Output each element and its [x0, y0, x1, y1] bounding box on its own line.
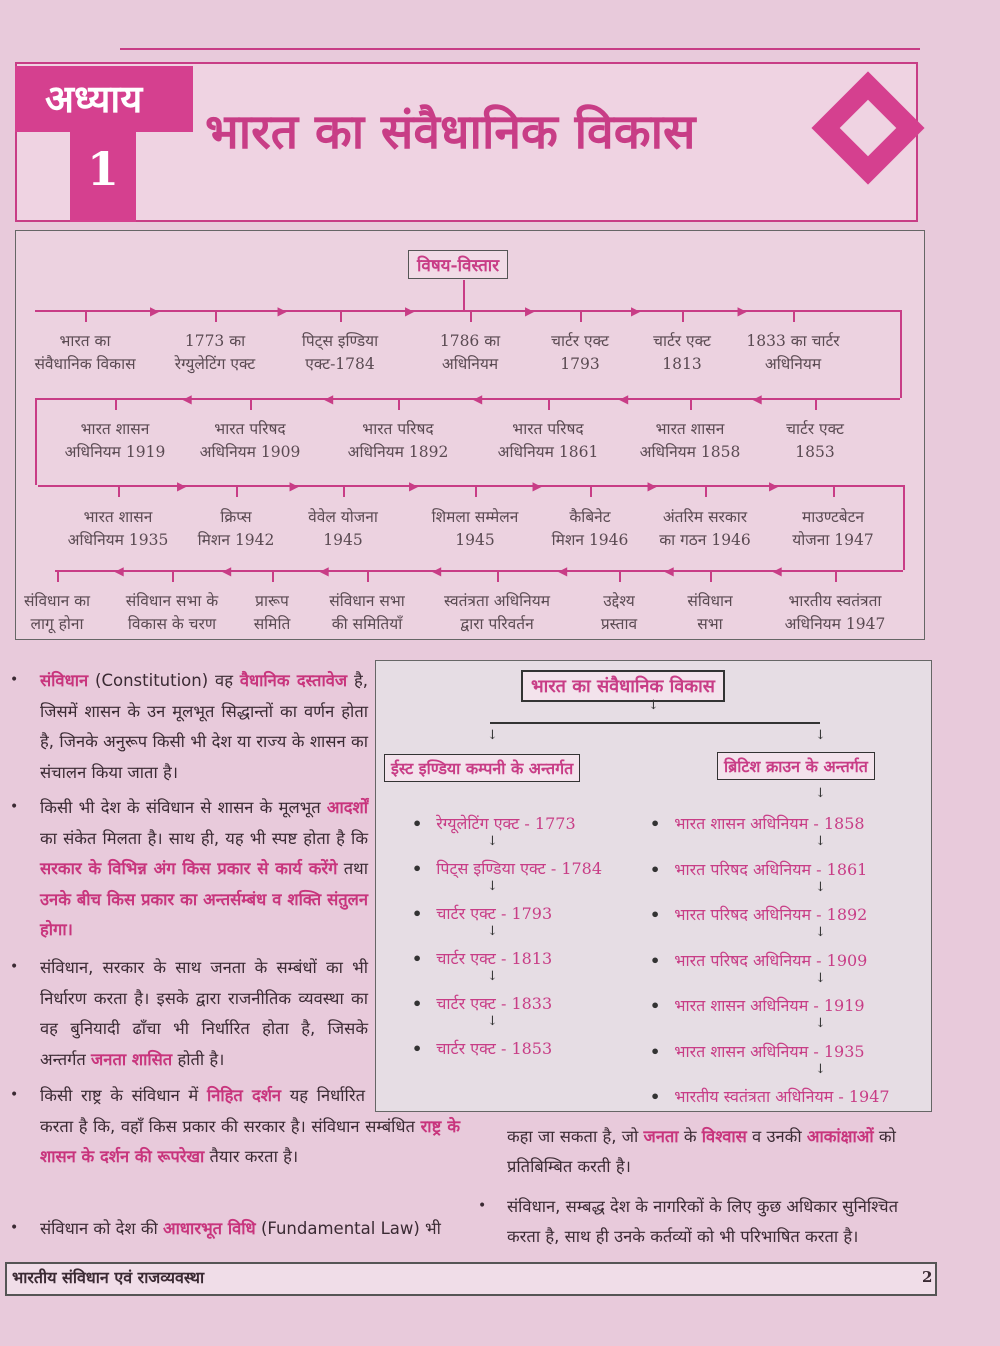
timeline-item: [444, 590, 550, 636]
list-item: [412, 1037, 552, 1059]
arrow-right-icon: ▶: [532, 479, 542, 493]
arrow-down-icon: ↓: [815, 1061, 826, 1077]
line-wrap-spacer: [365, 1081, 460, 1111]
east-india-company-heading: ईस्ट इण्डिया कम्पनी के अन्तर्गत: [384, 754, 580, 782]
timeline-item-label: 1853: [795, 443, 835, 461]
timeline-item: [440, 330, 500, 376]
bullet-icon: •: [10, 799, 19, 815]
timeline-item: [659, 506, 751, 552]
item-tick: [343, 485, 345, 497]
arrow-right-icon: ▶: [525, 304, 535, 318]
text-run: होती है।: [172, 1049, 225, 1069]
timeline-turn: [35, 398, 37, 485]
item-tick: [367, 570, 369, 582]
timeline-item-label: लागू होना: [30, 615, 84, 633]
text-run: यह निर्धारित करता है कि, वहाँ किस प्रकार की सरकार है। संविधान सम्बंधित: [40, 1086, 421, 1136]
bullet-icon: •: [10, 1087, 19, 1103]
item-tick: [115, 398, 117, 410]
timeline-item-label: अधिनियम 1858: [639, 443, 741, 461]
arrow-left-icon: ◀: [319, 564, 329, 578]
paragraph: [40, 953, 368, 1075]
timeline-item-label: एक्ट-1784: [305, 355, 375, 373]
arrow-down-icon: ↓: [815, 879, 826, 895]
timeline-item-label: द्वारा परिवर्तन: [460, 615, 534, 633]
item-tick: [272, 570, 274, 582]
text-run: है, जिसमें शासन के उन मूलभूत सिद्धान्तों का वर्णन होता है, जिनके अनुरूप किसी भी देश या राज्य के शासन का संचालन किया जाता है।: [40, 671, 368, 782]
list-item: [650, 1040, 865, 1062]
bullet-icon: •: [650, 859, 661, 879]
timeline-item-label: संवैधानिक विकास: [34, 355, 136, 373]
arrow-down-icon: ↓: [487, 728, 498, 743]
chapter-label: अध्याय: [15, 66, 193, 132]
timeline-item-label: 1813: [662, 355, 702, 373]
page-number: 2: [922, 1268, 933, 1286]
list-item-label: चार्टर एक्ट - 1793: [436, 904, 553, 923]
timeline-item-label: स्वतंत्रता अधिनियम: [443, 592, 551, 610]
item-tick: [398, 398, 400, 410]
text-run: किसी भी देश के संविधान से शासन के मूलभूत: [40, 798, 327, 817]
item-tick: [118, 485, 120, 497]
list-item-label: रेग्यूलेटिंग एक्ट - 1773: [436, 814, 576, 833]
timeline-item-label: चार्टर एक्ट: [551, 332, 609, 350]
bullet-icon: •: [650, 1041, 661, 1061]
timeline-item: [687, 590, 732, 636]
timeline-item-label: भारतीय स्वतंत्रता: [788, 592, 882, 610]
timeline-item-label: अधिनियम 1935: [67, 531, 169, 549]
arrow-left-icon: ◀: [432, 564, 442, 578]
timeline-item-label: भारत परिषद: [214, 420, 286, 438]
timeline-item: [329, 590, 405, 636]
arrow-right-icon: ▶: [150, 304, 160, 318]
timeline-item-label: अधिनियम 1919: [64, 443, 166, 461]
timeline-item-label: भारत शासन: [80, 420, 150, 438]
timeline-item: [308, 506, 378, 552]
timeline-item-label: योजना 1947: [792, 531, 874, 549]
highlighted-term: आदर्शों: [326, 798, 368, 817]
arrow-down-icon: ↓: [815, 1016, 826, 1031]
timeline-item-label: संविधान का: [23, 592, 91, 610]
highlighted-term: वैधानिक दस्तावेज: [239, 671, 348, 690]
list-item: [650, 994, 865, 1016]
arrow-right-icon: ▶: [289, 479, 299, 493]
arrow-down-icon: ↓: [648, 698, 659, 713]
timeline-item: [786, 418, 844, 464]
text-run: का संकेत मिलता है। साथ ही, यह भी स्पष्ट होता है कि: [40, 828, 368, 848]
list-item-label: भारतीय स्वतंत्रता अधिनियम - 1947: [674, 1087, 890, 1106]
list-item-label: भारत परिषद अधिनियम - 1861: [674, 859, 868, 879]
timeline-item-label: माउण्टबेटन: [801, 508, 865, 526]
timeline-item-label: 1945: [455, 531, 495, 549]
timeline-item-label: अधिनियम 1861: [497, 443, 599, 461]
timeline-item-label: चार्टर एक्ट: [653, 332, 711, 350]
timeline-item-label: अधिनियम: [764, 355, 822, 373]
bullet-icon: •: [412, 904, 423, 923]
bullet-icon: •: [10, 672, 19, 688]
chapter-title: भारत का संवैधानिक विकास: [205, 104, 696, 160]
item-tick: [619, 570, 621, 582]
item-tick: [710, 570, 712, 582]
timeline-item: [175, 330, 256, 376]
highlighted-term: राष्ट्र के शासन के दर्शन की रूपरेखा: [40, 1116, 460, 1166]
timeline-item-label: उद्देश्य: [603, 592, 635, 610]
arrow-left-icon: ◀: [473, 392, 483, 406]
bullet-icon: •: [412, 814, 423, 833]
timeline-item-label: अधिनियम 1909: [199, 443, 301, 461]
item-tick: [340, 310, 342, 322]
connector: [463, 280, 465, 310]
arrow-left-icon: ◀: [752, 392, 762, 406]
text-run: व उनकी: [746, 1127, 807, 1146]
list-item: [650, 1085, 890, 1107]
list-item-label: चार्टर एक्ट - 1833: [436, 994, 553, 1013]
item-tick: [815, 398, 817, 410]
list-item: [650, 812, 865, 834]
chapter-number: 1: [70, 130, 136, 222]
highlighted-term: निहित दर्शन: [206, 1086, 282, 1105]
british-crown-heading: ब्रिटिश क्राउन के अन्तर्गत: [717, 752, 875, 780]
arrow-right-icon: ▶: [177, 479, 187, 493]
timeline-line: [35, 310, 900, 312]
arrow-right-icon: ▶: [769, 479, 779, 493]
timeline-item: [498, 418, 599, 464]
bullet-icon: •: [650, 905, 661, 924]
bullet-icon: •: [650, 996, 661, 1015]
timeline-item-label: क्रिप्स: [220, 508, 252, 526]
bullet-icon: •: [412, 1039, 423, 1058]
arrow-down-icon: ↓: [487, 834, 498, 849]
highlighted-term: उनके बीच किस प्रकार का अन्तर्सम्बंध व शक्ति संतुलन होगा।: [40, 889, 368, 939]
timeline-item-label: का गठन 1946: [659, 531, 751, 549]
text-run: के: [678, 1127, 702, 1146]
timeline-item-label: भारत परिषद: [512, 420, 584, 438]
text-run: किसी राष्ट्र के संविधान में: [40, 1086, 207, 1105]
text-run: (Constitution) वह: [88, 671, 240, 690]
timeline-item: [601, 590, 637, 636]
highlighted-term: आधारभूत विधि: [163, 1219, 256, 1238]
item-tick: [215, 310, 217, 322]
timeline-item-label: अंतरिम सरकार: [662, 508, 748, 526]
timeline-item: [302, 330, 378, 376]
list-item-label: भारत परिषद अधिनियम - 1892: [674, 905, 868, 924]
list-item: [412, 992, 552, 1014]
list-item-label: भारत परिषद अधिनियम - 1909: [674, 950, 868, 970]
item-tick: [85, 310, 87, 322]
timeline-item-label: मिशन 1946: [551, 531, 629, 549]
timeline-item-label: भारत का: [59, 332, 111, 350]
timeline-item-label: संविधान: [687, 592, 733, 610]
timeline-item: [24, 590, 90, 636]
bullet-icon: •: [412, 994, 423, 1013]
timeline-item-label: 1786 का: [439, 332, 501, 350]
list-item: [650, 903, 867, 925]
list-item-label: भारत शासन अधिनियम - 1935: [674, 1041, 865, 1061]
header-rule: [120, 48, 920, 50]
timeline-item: [653, 330, 711, 376]
item-tick: [57, 570, 59, 582]
timeline-item: [348, 418, 449, 464]
timeline-item-label: अधिनियम 1892: [347, 443, 449, 461]
timeline-item-label: भारत शासन: [83, 508, 153, 526]
item-tick: [580, 310, 582, 322]
bullet-icon: •: [412, 859, 423, 878]
highlighted-term: संविधान: [40, 671, 89, 690]
timeline-item-label: कैबिनेट: [569, 508, 611, 526]
bullet-icon: •: [412, 949, 423, 968]
item-tick: [497, 570, 499, 582]
item-tick: [690, 398, 692, 410]
timeline-item: [254, 590, 291, 636]
arrow-left-icon: ◀: [222, 564, 232, 578]
timeline-item-label: अधिनियम 1947: [784, 615, 886, 633]
timeline-item: [200, 418, 301, 464]
timeline-item-label: 1793: [560, 355, 600, 373]
item-tick: [172, 570, 174, 582]
arrow-left-icon: ◀: [114, 564, 124, 578]
arrow-down-icon: ↓: [815, 925, 826, 940]
list-item-label: भारत शासन अधिनियम - 1858: [674, 814, 865, 833]
bullet-icon: •: [650, 950, 661, 970]
bullet-icon: •: [650, 814, 661, 833]
text-run: कहा जा सकता है, जो: [507, 1127, 644, 1146]
text-run: तैयार करता है।: [204, 1147, 299, 1166]
timeline-item-label: संविधान सभा: [329, 592, 405, 610]
timeline-item-label: प्रारूप: [255, 592, 289, 610]
arrow-down-icon: ↓: [815, 728, 826, 743]
bullet-icon: •: [10, 1220, 19, 1236]
arrow-down-icon: ↓: [487, 879, 498, 894]
bullet-icon: •: [478, 1198, 487, 1214]
arrow-left-icon: ◀: [619, 392, 629, 406]
timeline-item: [34, 330, 135, 376]
timeline-item: [65, 418, 166, 464]
timeline-item-label: मिशन 1942: [197, 531, 275, 549]
timeline-turn: [903, 485, 905, 570]
highlighted-term: जनता शासित: [91, 1049, 173, 1069]
paragraph: [507, 1192, 935, 1252]
timeline-item-label: पिट्स इण्डिया: [301, 332, 379, 350]
list-item-label: भारत शासन अधिनियम - 1919: [674, 996, 865, 1015]
list-item: [412, 902, 552, 924]
timeline-item-label: समिति: [253, 615, 291, 633]
timeline-item-label: अधिनियम: [441, 355, 499, 373]
item-tick: [835, 570, 837, 582]
arrow-left-icon: ◀: [664, 564, 674, 578]
timeline-item: [551, 330, 609, 376]
timeline-item: [432, 506, 519, 552]
arrow-left-icon: ◀: [772, 564, 782, 578]
timeline-line: [35, 398, 900, 400]
item-tick: [705, 485, 707, 497]
item-tick: [682, 310, 684, 322]
text-run: संविधान, सरकार के साथ जनता के सम्बंधों का भी निर्धारण करता है। इसके द्वारा राजनीतिक व्यवस्था का वह बुनियादी ढाँचा भी निर्धारित होता है, जिसके अन्तर्गत: [40, 958, 368, 1069]
timeline-item-label: चार्टर एक्ट: [786, 420, 844, 438]
item-tick: [833, 485, 835, 497]
text-run: संविधान को देश की: [40, 1219, 164, 1238]
arrow-right-icon: ▶: [631, 304, 641, 318]
highlighted-term: आकांक्षाओं: [806, 1127, 874, 1146]
arrow-down-icon: ↓: [815, 834, 826, 849]
timeline-item: [68, 506, 169, 552]
book-title: भारतीय संविधान एवं राजव्यवस्था: [12, 1268, 205, 1287]
highlighted-term: विश्वास: [701, 1127, 747, 1146]
list-item: [650, 949, 867, 971]
arrow-down-icon: ↓: [487, 969, 498, 984]
arrow-right-icon: ▶: [737, 304, 747, 318]
timeline-item: [746, 330, 839, 376]
item-tick: [548, 398, 550, 410]
arrow-left-icon: ◀: [182, 392, 192, 406]
timeline-item-label: सभा: [697, 615, 723, 633]
arrow-down-icon: ↓: [815, 970, 826, 986]
timeline-item-label: संविधान सभा के: [125, 592, 219, 610]
arrow-down-icon: ↓: [487, 924, 498, 939]
bullet-icon: •: [650, 1087, 661, 1106]
paragraph: [507, 1122, 935, 1182]
list-item-label: चार्टर एक्ट - 1853: [436, 1039, 553, 1058]
text-run: संविधान, सम्बद्ध देश के नागरिकों के लिए कुछ अधिकार सुनिश्चित करता है, साथ ही उनके कर्तव्यों को भी परिभाषित करता है।: [507, 1197, 899, 1246]
paragraph: [40, 793, 368, 946]
arrow-left-icon: ◀: [324, 392, 334, 406]
timeline-item-label: 1773 का: [184, 332, 246, 350]
item-tick: [470, 310, 472, 322]
highlighted-term: सरकार के विभिन्न अंग किस प्रकार से कार्य करेंगे: [40, 859, 338, 878]
list-item: [412, 857, 602, 879]
list-item: [412, 947, 552, 969]
timeline-item: [126, 590, 218, 636]
list-item-label: चार्टर एक्ट - 1813: [436, 949, 553, 968]
list-item: [412, 812, 576, 834]
list-item-label: पिट्स इण्डिया एक्ट - 1784: [436, 859, 603, 878]
text-run: को प्रतिबिम्बित करती है।: [507, 1127, 896, 1176]
text-run: तथा: [337, 859, 368, 878]
timeline-item-label: रेग्युलेटिंग एक्ट: [174, 355, 256, 373]
timeline-item-label: शिमला सम्मेलन: [431, 508, 519, 526]
paragraph: [40, 666, 368, 788]
timeline-item-label: भारत शासन: [655, 420, 725, 438]
paragraph: [40, 1214, 460, 1245]
timeline-item: [640, 418, 741, 464]
list-item: [650, 858, 867, 880]
timeline-item: [198, 506, 275, 552]
timeline-item-label: भारत परिषद: [362, 420, 434, 438]
item-tick: [475, 485, 477, 497]
arrow-left-icon: ◀: [558, 564, 568, 578]
timeline-item-label: वेवेल योजना: [308, 508, 378, 526]
arrow-down-icon: ↓: [487, 1014, 498, 1029]
timeline-turn: [900, 310, 902, 398]
flowchart-title: विषय-विस्तार: [408, 250, 508, 279]
arrow-right-icon: ▶: [405, 304, 415, 318]
highlighted-term: जनता: [643, 1127, 679, 1146]
timeline-item-label: 1945: [323, 531, 363, 549]
text-run: (Fundamental Law) भी: [255, 1219, 441, 1238]
timeline-item-label: विकास के चरण: [127, 615, 217, 633]
paragraph: [40, 1081, 460, 1173]
timeline-item-label: प्रस्ताव: [600, 615, 638, 633]
item-tick: [236, 485, 238, 497]
timeline-item: [785, 590, 886, 636]
arrow-down-icon: ↓: [815, 786, 826, 801]
arrow-right-icon: ▶: [647, 479, 657, 493]
timeline-item: [552, 506, 629, 552]
timeline-item: [792, 506, 874, 552]
item-tick: [250, 398, 252, 410]
arrow-right-icon: ▶: [277, 304, 287, 318]
connector: [490, 722, 820, 724]
timeline-item-label: 1833 का चार्टर: [746, 332, 840, 350]
arrow-right-icon: ▶: [409, 479, 419, 493]
item-tick: [590, 485, 592, 497]
timeline-item-label: की समितियाँ: [331, 615, 403, 633]
summary-box-title: भारत का संवैधानिक विकास: [521, 670, 725, 702]
bullet-icon: •: [10, 959, 19, 975]
item-tick: [793, 310, 795, 322]
